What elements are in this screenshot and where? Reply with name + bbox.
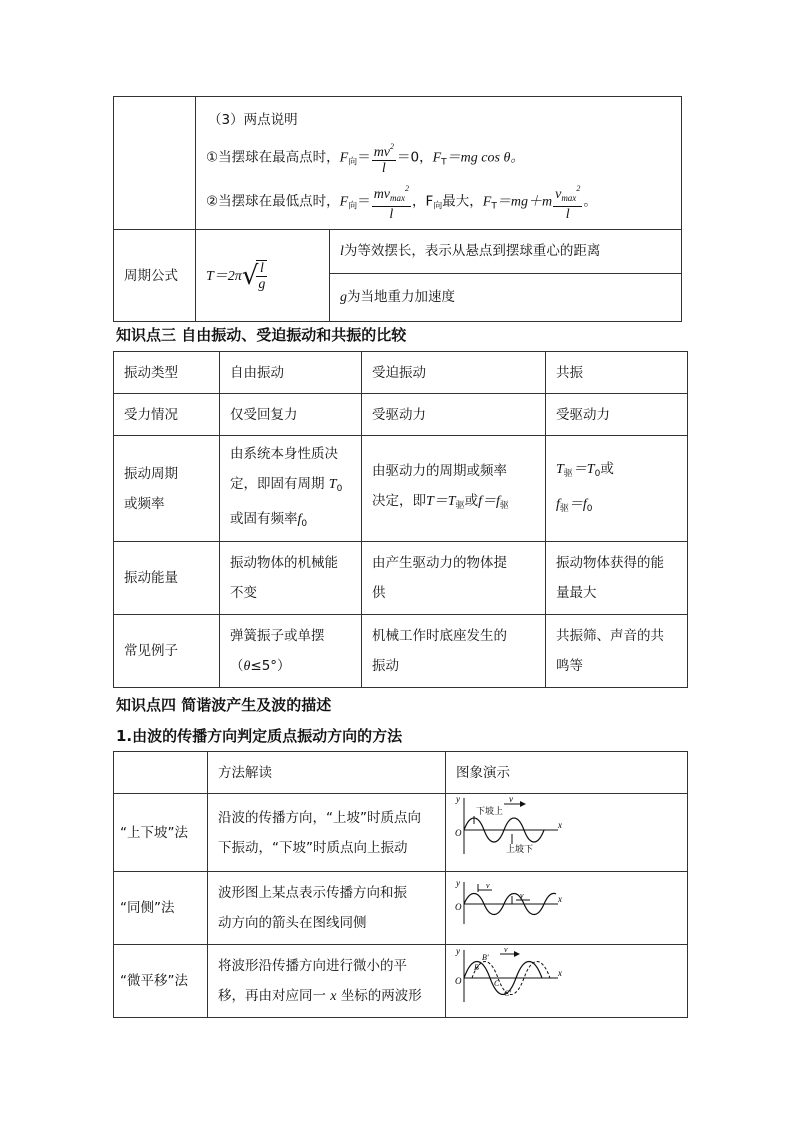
col-header-method: 方法解读 bbox=[208, 752, 446, 794]
period-desc-2: g为当地重力加速度 bbox=[330, 274, 682, 322]
empty-cell bbox=[114, 97, 196, 230]
notes-row bbox=[114, 97, 682, 230]
note-highest-point: ①当摆球在最高点时，$F_向=$ $\frac{mv^2}{l}$ ＝0，$F_T=mg$ cos θ。 bbox=[206, 139, 671, 179]
heading-knowledge-4: 知识点四 简谐波产生及波的描述 bbox=[116, 696, 332, 714]
heading-knowledge-3: 知识点三 自由振动、受迫振动和共振的比较 bbox=[116, 326, 407, 344]
row-label-period: 振动周期 或频率 bbox=[114, 436, 220, 542]
row-label-force: 受力情况 bbox=[114, 394, 220, 436]
figure-shift bbox=[446, 945, 688, 1018]
cell-free-energy: 振动物体的机械能 不变 bbox=[220, 542, 362, 615]
vibration-table bbox=[113, 351, 688, 688]
period-desc-1: l为等效摆长，表示从悬点到摆球重心的距离 bbox=[330, 230, 682, 274]
cell-free-force: 仅受回复力 bbox=[220, 394, 362, 436]
row-slope-method bbox=[114, 794, 688, 872]
wave-header-row bbox=[114, 752, 688, 794]
x-axis-label: x bbox=[558, 967, 562, 978]
slope-wave-figure bbox=[454, 794, 564, 860]
cell-free-example: 弹簧振子或单摆 （θ≤5°） bbox=[220, 615, 362, 688]
fraction-vmax2-l: $\frac{v_{max}^2}{l}$ bbox=[553, 181, 582, 222]
cell-forced-period: 由驱动力的周期或频率 决定，即$T=T_驱$或$f=f_驱$ bbox=[362, 436, 546, 542]
origin-label: O bbox=[455, 901, 462, 912]
cell-resonance-example: 共振筛、声音的共 鸣等 bbox=[546, 615, 688, 688]
row-shift-method bbox=[114, 945, 688, 1018]
row-force bbox=[114, 394, 688, 436]
y-axis-label: y bbox=[456, 794, 460, 804]
velocity-label-1: v bbox=[486, 880, 490, 890]
cell-resonance-energy: 振动物体获得的能 量最大 bbox=[546, 542, 688, 615]
origin-label: O bbox=[455, 975, 462, 986]
row-label-energy: 振动能量 bbox=[114, 542, 220, 615]
method-desc-slope: 沿波的传播方向，“上坡”时质点向 下振动，“下坡”时质点向上振动 bbox=[208, 794, 446, 872]
cell-resonance-force: 受驱动力 bbox=[546, 394, 688, 436]
method-label-same-side: “同侧”法 bbox=[114, 872, 208, 945]
wave-method-table bbox=[113, 751, 688, 1018]
same-side-wave-figure bbox=[454, 878, 564, 928]
notes-title: （3）两点说明 bbox=[208, 112, 298, 128]
y-axis-label: y bbox=[456, 945, 460, 956]
row-example bbox=[114, 615, 688, 688]
period-label: 周期公式 bbox=[114, 230, 196, 322]
cell-forced-energy: 由产生驱动力的物体提 供 bbox=[362, 542, 546, 615]
point-b-label: B bbox=[474, 962, 479, 972]
point-c-label: C bbox=[494, 978, 500, 988]
figure-same-side bbox=[446, 872, 688, 945]
period-desc-2-text: 为当地重力加速度 bbox=[347, 289, 455, 305]
method-desc-shift: 将波形沿传播方向进行微小的平 移，再由对应同一 x 坐标的两波形 bbox=[208, 945, 446, 1018]
heading-method-1: 1.由波的传播方向判定质点振动方向的方法 bbox=[116, 727, 403, 745]
notes-cell bbox=[196, 97, 682, 230]
origin-label: O bbox=[455, 828, 462, 838]
velocity-arrowhead bbox=[514, 951, 520, 957]
velocity-label: v bbox=[504, 945, 508, 954]
col-header-forced: 受迫振动 bbox=[362, 352, 546, 394]
velocity-label: v bbox=[509, 794, 513, 804]
col-header-free: 自由振动 bbox=[220, 352, 362, 394]
fraction-l-g: $\frac{l}{g}$ bbox=[258, 260, 266, 292]
fraction-mv2-l: $\frac{mv^2}{l}$ bbox=[372, 139, 396, 176]
cell-forced-example: 机械工作时底座发生的 振动 bbox=[362, 615, 546, 688]
fraction-mvmax2-l: $\frac{mv_{max}^2}{l}$ bbox=[372, 181, 411, 222]
point-b-prime-label: B′ bbox=[482, 952, 489, 962]
cell-free-period: 由系统本身性质决 定，即固有周期 $T_0$ 或固有频率$f_0$ bbox=[220, 436, 362, 542]
velocity-label-2: v bbox=[520, 890, 524, 900]
col-header-figure: 图象演示 bbox=[446, 752, 688, 794]
row-same-side-method bbox=[114, 872, 688, 945]
note-lowest-point: ②当摆球在最低点时，$F_向=$ $\frac{mv_{max}^2}{l}$ ，$F_向$最大，$F_T=mg+m$ $\frac{v_{max}^2}{l}$ 。 bbox=[206, 181, 671, 223]
cell-resonance-period: $T_驱=T_0$或 $f_驱=f_0$ bbox=[546, 436, 688, 542]
row-label-example: 常见例子 bbox=[114, 615, 220, 688]
method-label-shift: “微平移”法 bbox=[114, 945, 208, 1018]
row-energy bbox=[114, 542, 688, 615]
point-c-prime-label: C′ bbox=[504, 988, 512, 998]
col-header-type: 振动类型 bbox=[114, 352, 220, 394]
downhill-label: 下坡上 bbox=[476, 806, 504, 816]
col-header-resonance: 共振 bbox=[546, 352, 688, 394]
shift-wave-figure bbox=[454, 946, 564, 1006]
method-desc-same-side: 波形图上某点表示传播方向和振 动方向的箭头在图线同侧 bbox=[208, 872, 446, 945]
vibration-header-row bbox=[114, 352, 688, 394]
cell-forced-force: 受驱动力 bbox=[362, 394, 546, 436]
period-row-1 bbox=[114, 230, 682, 274]
row-period bbox=[114, 436, 688, 542]
period-desc-1-text: 为等效摆长，表示从悬点到摆球重心的距离 bbox=[343, 243, 601, 259]
col-header-empty bbox=[114, 752, 208, 794]
sqrt-sign: √ bbox=[241, 260, 259, 291]
period-formula: T＝2π√ $\frac{l}{g}$ bbox=[196, 230, 330, 322]
method-label-slope: “上下坡”法 bbox=[114, 794, 208, 872]
pendulum-table bbox=[113, 96, 682, 322]
x-axis-label: x bbox=[558, 820, 562, 830]
y-axis-label: y bbox=[456, 877, 460, 888]
x-axis-label: x bbox=[558, 893, 562, 904]
velocity-arrowhead bbox=[520, 801, 526, 807]
uphill-label: 上坡下 bbox=[506, 844, 534, 854]
figure-slope bbox=[446, 794, 688, 872]
